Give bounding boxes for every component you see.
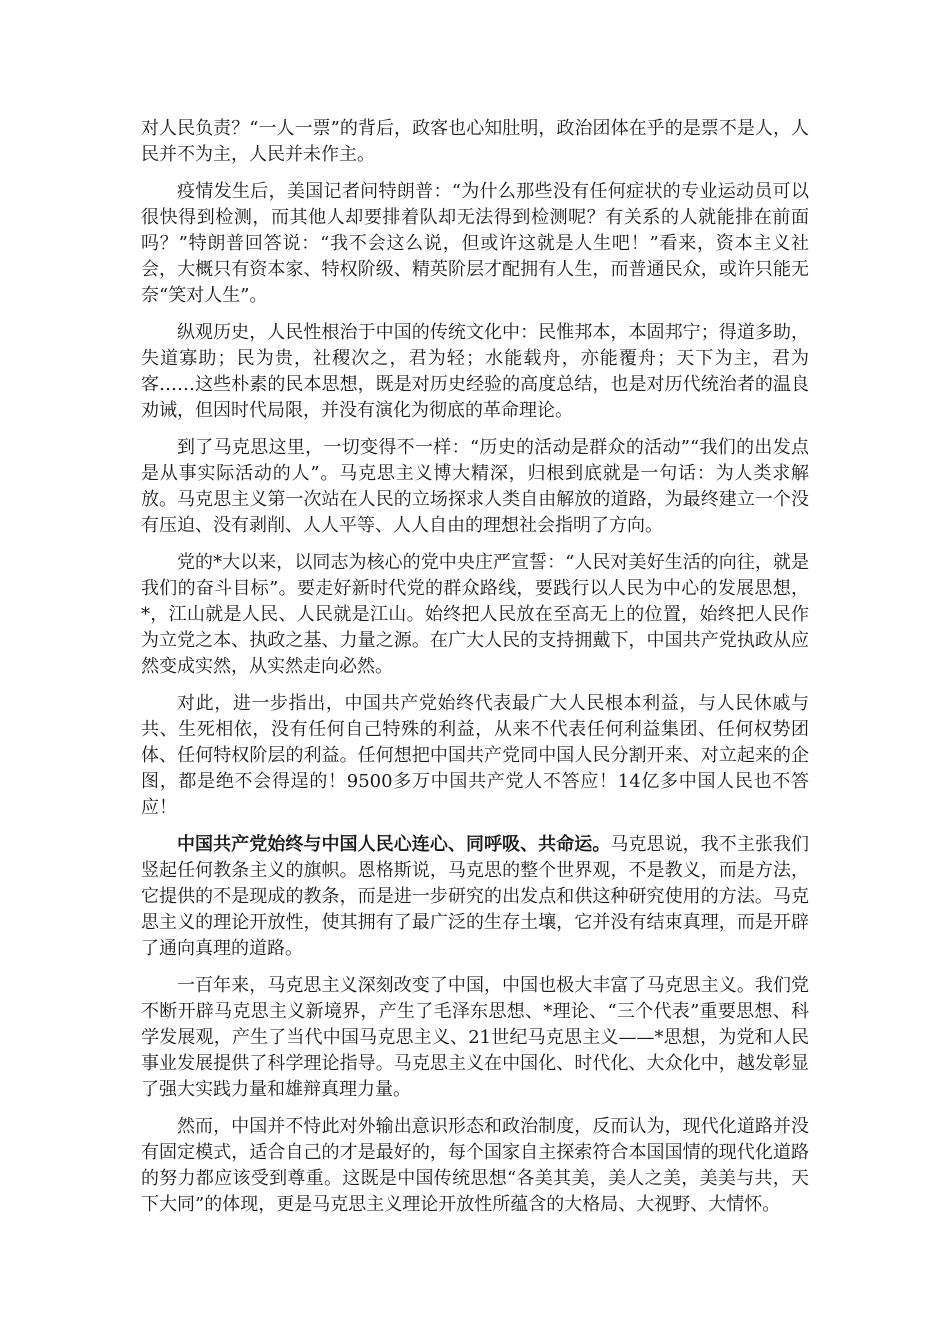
paragraph-5: [141, 550, 809, 680]
paragraph-9: [141, 1114, 809, 1218]
paragraph-bold-lead: 中国共产党始终与中国人民心连心、同呼吸、共命运。: [177, 834, 611, 855]
paragraph-1: [141, 116, 809, 168]
document-body: [141, 116, 809, 1229]
paragraph-text: 然而，中国并不恃此对外输出意识形态和政治制度，反而认为，现代化道路并没有固定模式，适合自己的才是最好的，每个国家自主探索符合本国国情的现代化道路的努力都应该受到尊重。这既是中国传统思想“各美其美，美人之美，美美与共，天下大同”的体现，更是马克思主义理论开放性所蕴含的大格局、大视野、大情怀。: [141, 1116, 809, 1215]
paragraph-text: 纵观历史，人民性根治于中国的传统文化中：民惟邦本，本固邦宁；得道多助，失道寡助；民为贵，社稷次之，君为轻；水能载舟，亦能覆舟；天下为主，君为客……这些朴素的民本思想，既是对历史经验的高度总结，也是对历代统治者的温良劝诫，但因时代局限，并没有演化为彻底的革命理论。: [141, 322, 809, 421]
paragraph-6: [141, 691, 809, 821]
paragraph-3: [141, 320, 809, 424]
paragraph-8: [141, 973, 809, 1103]
paragraph-text: 对人民负责？“一人一票”的背后，政客也心知肚明，政治团体在乎的是票不是人，人民并不为主，人民并未作主。: [141, 118, 809, 165]
paragraph-text: 对此，进一步指出，中国共产党始终代表最广大人民根本利益，与人民休戚与共、生死相依，没有任何自己特殊的利益，从来不代表任何利益集团、任何权势团体、任何特权阶层的利益。任何想把中国共产党同中国人民分割开来、对立起来的企图，都是绝不会得逞的！9500多万中国共产党人不答应！14亿多中国人民也不答应！: [141, 693, 809, 818]
paragraph-text: 到了马克思这里，一切变得不一样：“历史的活动是群众的活动”“我们的出发点是从事实际活动的人”。马克思主义博大精深，归根到底就是一句话：为人类求解放。马克思主义第一次站在人民的立场探求人类自由解放的道路，为最终建立一个没有压迫、没有剥削、人人平等、人人自由的理想社会指明了方向。: [141, 437, 809, 536]
paragraph-text: 党的*大以来，以同志为核心的党中央庄严宣誓：“人民对美好生活的向往，就是我们的奋斗目标”。要走好新时代党的群众路线，要践行以人民为中心的发展思想，*，江山就是人民、人民就是江山。始终把人民放在至高无上的位置，始终把人民作为立党之本、执政之基、力量之源。在广大人民的支持拥戴下，中国共产党执政从应然变成实然，从实然走向必然。: [141, 552, 809, 677]
paragraph-text: 疫情发生后，美国记者问特朗普：“为什么那些没有任何症状的专业运动员可以很快得到检测，而其他人却要排着队却无法得到检测呢？有关系的人就能排在前面吗？”特朗普回答说：“我不会这么说，但或许这就是人生吧！”看来，资本主义社会，大概只有资本家、特权阶级、精英阶层才配拥有人生，而普通民众，或许只能无奈“笑对人生”。: [141, 181, 809, 306]
paragraph-4: [141, 435, 809, 539]
paragraph-text: 马克思说，我不主张我们竖起任何教条主义的旗帜。恩格斯说，马克思的整个世界观，不是教义，而是方法，它提供的不是现成的教条，而是进一步研究的出发点和供这种研究使用的方法。马克思主义的理论开放性，使其拥有了最广泛的生存土壤，它并没有结束真理，而是开辟了通向真理的道路。: [141, 834, 810, 959]
paragraph-text: 一百年来，马克思主义深刻改变了中国，中国也极大丰富了马克思主义。我们党不断开辟马克思主义新境界，产生了毛泽东思想、*理论、“三个代表”重要思想、科学发展观，产生了当代中国马克思主义、21世纪马克思主义——*思想，为党和人民事业发展提供了科学理论指导。马克思主义在中国化、时代化、大众化中，越发彰显了强大实践力量和雄辩真理力量。: [141, 975, 809, 1100]
paragraph-7: [141, 832, 809, 962]
paragraph-2: [141, 179, 809, 309]
